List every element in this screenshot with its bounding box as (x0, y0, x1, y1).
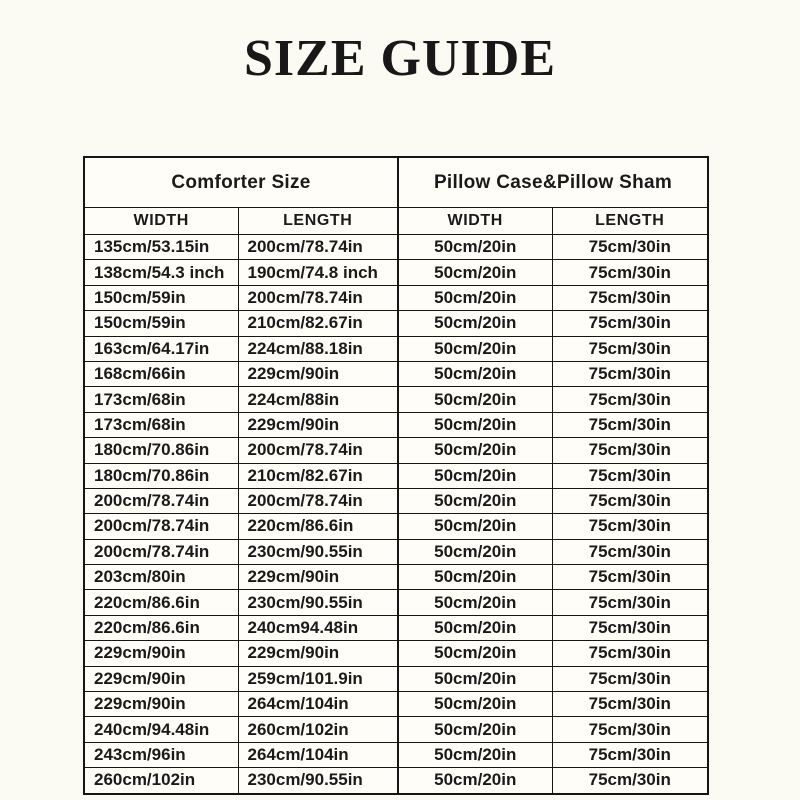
pillow-length-cell: 75cm/30in (552, 488, 708, 513)
group-header-comforter: Comforter Size (84, 157, 398, 208)
comforter-width-cell: 260cm/102in (84, 768, 238, 794)
pillow-width-cell: 50cm/20in (398, 539, 552, 564)
table-row (84, 539, 708, 564)
table-row (84, 768, 708, 794)
pillow-length-cell: 75cm/30in (552, 717, 708, 742)
pillow-width-cell: 50cm/20in (398, 692, 552, 717)
comforter-width-cell: 135cm/53.15in (84, 235, 238, 260)
comforter-length-cell: 240cm94.48in (238, 615, 398, 640)
comforter-width-cell: 180cm/70.86in (84, 463, 238, 488)
pillow-width-cell: 50cm/20in (398, 336, 552, 361)
comforter-length-cell: 259cm/101.9in (238, 666, 398, 691)
comforter-width-cell: 150cm/59in (84, 311, 238, 336)
group-header-pillow: Pillow Case&Pillow Sham (398, 157, 708, 208)
pillow-width-cell: 50cm/20in (398, 235, 552, 260)
comforter-width-cell: 229cm/90in (84, 692, 238, 717)
comforter-width-cell: 173cm/68in (84, 412, 238, 437)
table-row (84, 387, 708, 412)
pillow-width-cell: 50cm/20in (398, 641, 552, 666)
size-guide-table (83, 156, 709, 795)
pillow-length-cell: 75cm/30in (552, 387, 708, 412)
comforter-length-cell: 190cm/74.8 inch (238, 260, 398, 285)
comforter-width-cell: 200cm/78.74in (84, 488, 238, 513)
comforter-length-cell: 229cm/90in (238, 412, 398, 437)
comforter-width-cell: 229cm/90in (84, 666, 238, 691)
pillow-width-cell: 50cm/20in (398, 514, 552, 539)
table-row (84, 412, 708, 437)
pillow-length-cell: 75cm/30in (552, 260, 708, 285)
column-header-pillow-length: LENGTH (552, 208, 708, 235)
table-body (84, 235, 708, 794)
pillow-width-cell: 50cm/20in (398, 615, 552, 640)
pillow-width-cell: 50cm/20in (398, 260, 552, 285)
pillow-length-cell: 75cm/30in (552, 565, 708, 590)
pillow-length-cell: 75cm/30in (552, 438, 708, 463)
table-row (84, 692, 708, 717)
comforter-length-cell: 200cm/78.74in (238, 285, 398, 310)
comforter-length-cell: 220cm/86.6in (238, 514, 398, 539)
comforter-length-cell: 229cm/90in (238, 565, 398, 590)
pillow-length-cell: 75cm/30in (552, 361, 708, 386)
pillow-length-cell: 75cm/30in (552, 412, 708, 437)
table-row (84, 488, 708, 513)
column-header-row (84, 208, 708, 235)
comforter-length-cell: 224cm/88.18in (238, 336, 398, 361)
table-row (84, 311, 708, 336)
comforter-length-cell: 200cm/78.74in (238, 438, 398, 463)
table-row (84, 666, 708, 691)
pillow-width-cell: 50cm/20in (398, 311, 552, 336)
table-row (84, 285, 708, 310)
table-row (84, 361, 708, 386)
pillow-length-cell: 75cm/30in (552, 311, 708, 336)
table-row (84, 235, 708, 260)
table-row (84, 590, 708, 615)
comforter-length-cell: 210cm/82.67in (238, 311, 398, 336)
table-row (84, 615, 708, 640)
pillow-width-cell: 50cm/20in (398, 412, 552, 437)
comforter-length-cell: 224cm/88in (238, 387, 398, 412)
pillow-length-cell: 75cm/30in (552, 514, 708, 539)
comforter-width-cell: 200cm/78.74in (84, 539, 238, 564)
comforter-width-cell: 229cm/90in (84, 641, 238, 666)
comforter-length-cell: 229cm/90in (238, 361, 398, 386)
pillow-width-cell: 50cm/20in (398, 742, 552, 767)
comforter-width-cell: 240cm/94.48in (84, 717, 238, 742)
table-row (84, 260, 708, 285)
pillow-length-cell: 75cm/30in (552, 336, 708, 361)
pillow-width-cell: 50cm/20in (398, 463, 552, 488)
comforter-length-cell: 260cm/102in (238, 717, 398, 742)
pillow-length-cell: 75cm/30in (552, 463, 708, 488)
column-header-comforter-width: WIDTH (84, 208, 238, 235)
pillow-width-cell: 50cm/20in (398, 387, 552, 412)
comforter-width-cell: 200cm/78.74in (84, 514, 238, 539)
comforter-length-cell: 230cm/90.55in (238, 539, 398, 564)
pillow-width-cell: 50cm/20in (398, 285, 552, 310)
table-row (84, 514, 708, 539)
table-row (84, 336, 708, 361)
comforter-length-cell: 264cm/104in (238, 742, 398, 767)
pillow-width-cell: 50cm/20in (398, 488, 552, 513)
pillow-length-cell: 75cm/30in (552, 641, 708, 666)
pillow-length-cell: 75cm/30in (552, 768, 708, 794)
group-header-row (84, 157, 708, 208)
table-row (84, 717, 708, 742)
pillow-width-cell: 50cm/20in (398, 361, 552, 386)
comforter-length-cell: 229cm/90in (238, 641, 398, 666)
table-row (84, 565, 708, 590)
comforter-length-cell: 200cm/78.74in (238, 488, 398, 513)
comforter-width-cell: 173cm/68in (84, 387, 238, 412)
pillow-length-cell: 75cm/30in (552, 539, 708, 564)
comforter-length-cell: 210cm/82.67in (238, 463, 398, 488)
table-row (84, 641, 708, 666)
pillow-length-cell: 75cm/30in (552, 235, 708, 260)
pillow-length-cell: 75cm/30in (552, 590, 708, 615)
column-header-pillow-width: WIDTH (398, 208, 552, 235)
comforter-width-cell: 220cm/86.6in (84, 590, 238, 615)
pillow-width-cell: 50cm/20in (398, 565, 552, 590)
comforter-width-cell: 150cm/59in (84, 285, 238, 310)
comforter-width-cell: 243cm/96in (84, 742, 238, 767)
table-row (84, 438, 708, 463)
comforter-width-cell: 180cm/70.86in (84, 438, 238, 463)
comforter-width-cell: 168cm/66in (84, 361, 238, 386)
pillow-length-cell: 75cm/30in (552, 742, 708, 767)
comforter-width-cell: 203cm/80in (84, 565, 238, 590)
column-header-comforter-length: LENGTH (238, 208, 398, 235)
pillow-width-cell: 50cm/20in (398, 590, 552, 615)
pillow-length-cell: 75cm/30in (552, 692, 708, 717)
comforter-width-cell: 220cm/86.6in (84, 615, 238, 640)
comforter-width-cell: 138cm/54.3 inch (84, 260, 238, 285)
pillow-length-cell: 75cm/30in (552, 615, 708, 640)
pillow-width-cell: 50cm/20in (398, 666, 552, 691)
pillow-length-cell: 75cm/30in (552, 285, 708, 310)
comforter-length-cell: 264cm/104in (238, 692, 398, 717)
page-title: SIZE GUIDE (244, 30, 556, 87)
pillow-width-cell: 50cm/20in (398, 768, 552, 794)
table-row (84, 742, 708, 767)
pillow-width-cell: 50cm/20in (398, 717, 552, 742)
pillow-length-cell: 75cm/30in (552, 666, 708, 691)
pillow-width-cell: 50cm/20in (398, 438, 552, 463)
comforter-length-cell: 230cm/90.55in (238, 590, 398, 615)
comforter-length-cell: 230cm/90.55in (238, 768, 398, 794)
comforter-width-cell: 163cm/64.17in (84, 336, 238, 361)
table-row (84, 463, 708, 488)
comforter-length-cell: 200cm/78.74in (238, 235, 398, 260)
